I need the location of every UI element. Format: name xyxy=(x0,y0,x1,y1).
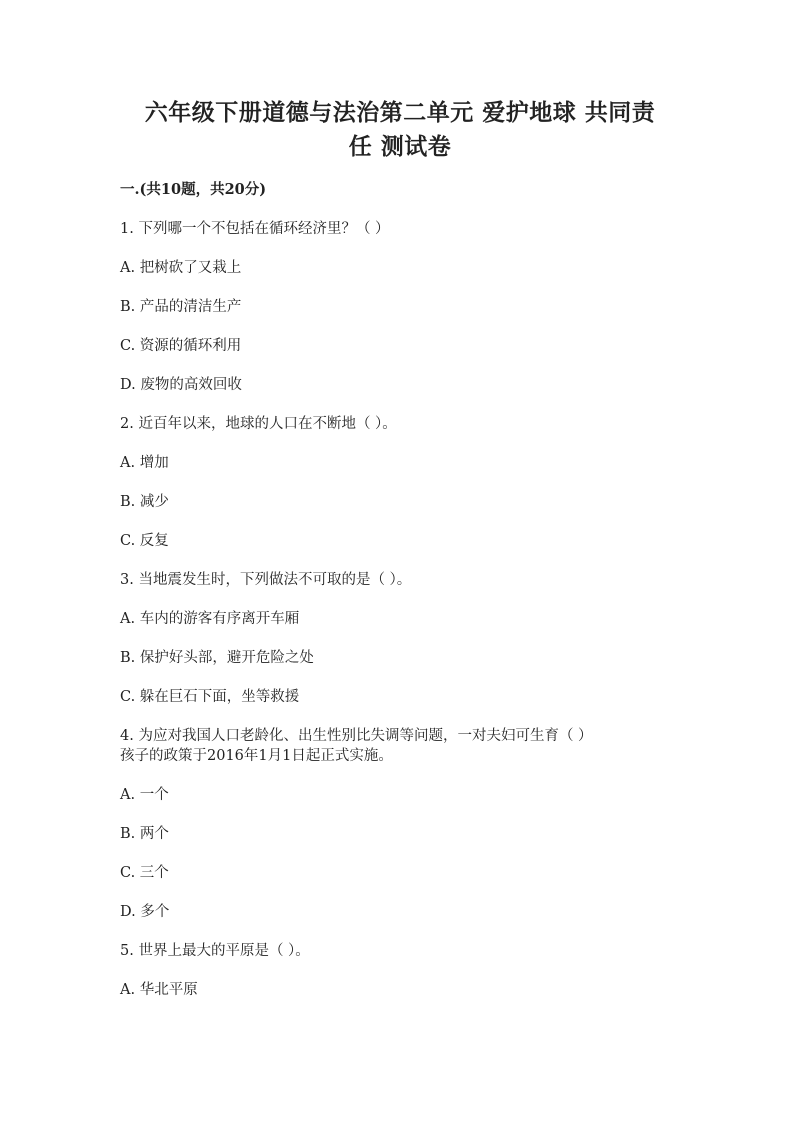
option-b: B. 保护好头部，避开危险之处 xyxy=(120,650,314,666)
option-d: D. 废物的高效回收 xyxy=(120,377,242,393)
option-b: B. 两个 xyxy=(120,826,169,842)
document-title xyxy=(120,96,680,164)
option-a: A. 车内的游客有序离开车厢 xyxy=(120,611,300,627)
section-header: 一.(共10题，共20分) xyxy=(120,181,267,198)
option-a: A. 增加 xyxy=(120,455,169,471)
option-a: A. 把树砍了又栽上 xyxy=(120,260,242,276)
question-4 xyxy=(120,726,680,922)
question-stem: 1. 下列哪一个不包括在循环经济里？（ ） xyxy=(120,221,390,237)
option-c: C. 反复 xyxy=(120,533,169,549)
option-a: A. 一个 xyxy=(120,787,169,803)
option-b: B. 产品的清洁生产 xyxy=(120,299,242,315)
question-stem: 2. 近百年以来，地球的人口在不断地（ ）。 xyxy=(120,416,397,432)
option-b: B. 减少 xyxy=(120,494,169,510)
question-stem: 3. 当地震发生时，下列做法不可取的是（ ）。 xyxy=(120,572,412,588)
question-2 xyxy=(120,414,680,551)
option-c: C. 躲在巨石下面，坐等救援 xyxy=(120,689,300,705)
question-stem-line-2: 孩子的政策于2016年1月1日起正式实施。 xyxy=(120,748,393,764)
option-a: A. 华北平原 xyxy=(120,982,198,998)
title-line-1: 六年级下册道德与法治第二单元 爱护地球 共同责 xyxy=(144,99,656,126)
question-stem: 5. 世界上最大的平原是（ ）。 xyxy=(120,943,310,959)
question-stem xyxy=(120,726,680,766)
option-c: C. 三个 xyxy=(120,865,169,881)
question-3 xyxy=(120,570,680,707)
option-c: C. 资源的循环利用 xyxy=(120,338,242,354)
title-line-2: 任 测试卷 xyxy=(348,133,452,160)
question-5 xyxy=(120,941,680,1000)
question-1 xyxy=(120,219,680,395)
question-stem-line-1: 4. 为应对我国人口老龄化、出生性别比失调等问题，一对夫妇可生育（ ） xyxy=(120,728,593,744)
option-d: D. 多个 xyxy=(120,904,170,920)
